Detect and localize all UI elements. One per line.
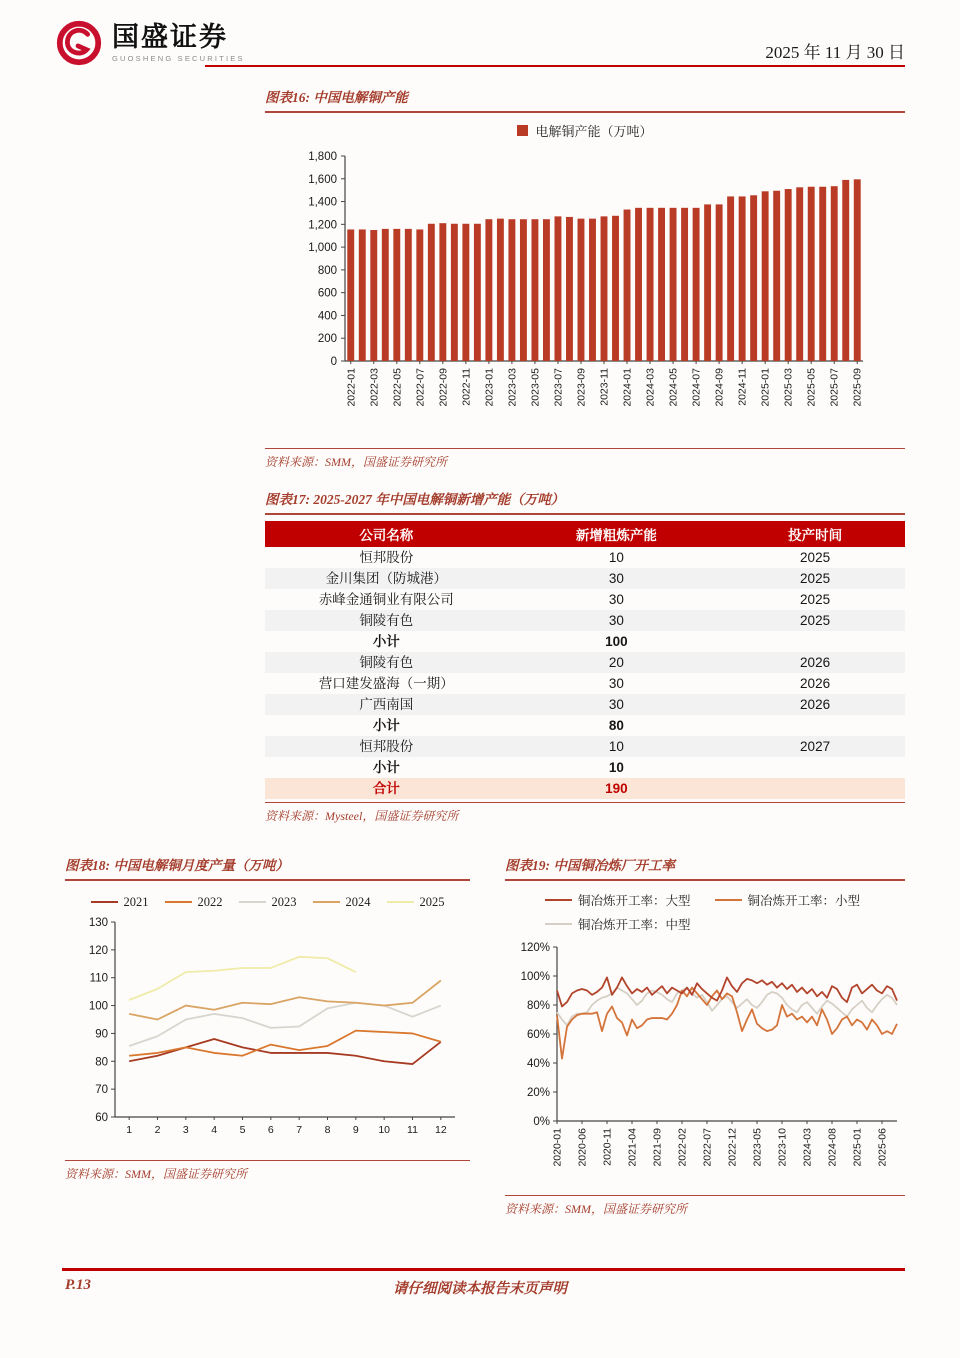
capacity-bar (589, 218, 596, 360)
footer-disclaimer: 请仔细阅读本报告末页声明 (393, 1281, 567, 1297)
table-row (265, 736, 905, 757)
table-cell (725, 757, 905, 778)
table-row (265, 757, 905, 778)
y-tick-label: 0% (533, 1115, 550, 1128)
legend-line-swatch (545, 923, 572, 925)
table-row (265, 694, 905, 715)
y-tick-label: 100% (520, 970, 550, 983)
y-tick-label: 400 (317, 309, 337, 322)
table-cell: 2026 (800, 696, 831, 712)
capacity-bar (451, 223, 458, 360)
capacity-bar (785, 189, 792, 361)
table-cell: 2025 (800, 591, 831, 607)
figure-18-title: 图表18: 中国电解铜月度产量（万吨） (65, 858, 289, 873)
table-row (265, 652, 905, 673)
legend-label: 2024 (345, 894, 371, 909)
table-cell: 30 (608, 612, 624, 628)
line-series-2021 (129, 1039, 441, 1064)
capacity-bar (693, 207, 700, 360)
capacity-bar (555, 216, 562, 361)
table-row (265, 547, 905, 568)
capacity-bar (612, 215, 619, 360)
x-tick-label: 2024-03 (644, 367, 657, 407)
table-cell: 赤峰金通铜业有限公司 (318, 591, 454, 607)
figure-18-legend (65, 895, 470, 910)
capacity-bar (497, 218, 504, 360)
y-tick-label: 1,000 (308, 241, 337, 254)
x-tick-label: 2022-05 (391, 367, 404, 407)
table-cell: 10 (608, 759, 624, 775)
x-tick-label: 2023-11 (598, 367, 611, 406)
x-tick-label: 5 (239, 1123, 246, 1136)
legend-item (165, 895, 223, 910)
capacity-bar (762, 191, 769, 361)
figure-19 (505, 858, 905, 1217)
x-tick-label: 8 (324, 1123, 331, 1136)
table-cell: 恒邦股份 (359, 738, 414, 754)
figure-16-title: 图表16: 中国电解铜产能 (265, 90, 408, 105)
line-series-铜冶炼开工率：大型 (557, 977, 897, 1006)
table-cell (725, 778, 905, 799)
table-cell: 80 (608, 717, 624, 733)
legend-item (545, 915, 691, 933)
table-cell: 铜陵有色 (359, 654, 414, 670)
y-tick-label: 120% (520, 941, 550, 954)
x-tick-label: 2024-08 (826, 1127, 839, 1167)
table-row (265, 568, 905, 589)
table-cell: 30 (608, 570, 624, 586)
x-tick-label: 2024-03 (801, 1127, 814, 1167)
capacity-bar (566, 216, 573, 360)
capacity-bar (808, 186, 815, 360)
y-tick-label: 800 (317, 264, 337, 277)
capacity-bar (854, 179, 861, 361)
x-tick-label: 2023-10 (776, 1127, 789, 1167)
figure-18-title-rule (65, 879, 470, 881)
x-tick-label: 2022-01 (345, 367, 358, 407)
table-header-cell: 投产时间 (725, 521, 905, 547)
y-tick-label: 600 (317, 287, 337, 300)
capacity-bar (405, 228, 412, 360)
x-tick-label: 2022-12 (726, 1127, 739, 1167)
legend-label: 2025 (419, 894, 445, 909)
x-tick-label: 2025-07 (828, 367, 841, 407)
figure-17 (265, 492, 905, 824)
capacity-bar (819, 186, 826, 360)
figure-16-title-rule (265, 111, 905, 113)
table-cell: 2025 (800, 549, 831, 565)
figure-19-legend (545, 891, 905, 933)
figure-16 (265, 90, 905, 470)
figure-18 (65, 858, 470, 1182)
legend-item (239, 895, 297, 910)
table-cell: 30 (608, 675, 624, 691)
x-tick-label: 2022-07 (414, 367, 427, 407)
capacity-bar (773, 190, 780, 360)
x-tick-label: 2025-06 (876, 1127, 889, 1167)
y-tick-label: 1,600 (308, 173, 337, 186)
capacity-bar (578, 218, 585, 360)
legend-label: 铜冶炼开工率：中型 (578, 917, 691, 932)
line-series-2022 (129, 1030, 441, 1055)
legend-label: 2023 (271, 894, 297, 909)
line-series-2025 (129, 956, 356, 999)
figure-19-title-rule (505, 879, 905, 881)
capacity-bar (831, 186, 838, 361)
table-cell: 190 (605, 780, 628, 796)
brand-text (112, 21, 245, 63)
y-tick-label: 110 (89, 972, 108, 985)
capacity-bar (439, 223, 446, 361)
capacity-bar (462, 223, 469, 360)
table-cell: 100 (605, 633, 628, 649)
capacity-bar (796, 187, 803, 361)
legend-line-swatch (545, 899, 572, 901)
line-series-铜冶炼开工率：小型 (557, 987, 897, 1058)
legend-line-swatch (387, 901, 414, 903)
x-tick-label: 2025-03 (782, 367, 795, 407)
y-tick-label: 80% (526, 999, 550, 1012)
legend-line-swatch (715, 899, 742, 901)
capacity-bar (428, 223, 435, 360)
header-divider (205, 65, 905, 67)
legend-line-swatch (239, 901, 266, 903)
table-cell: 2025 (800, 612, 831, 628)
figure-18-source: 资料来源：SMM，国盛证券研究所 (65, 1167, 247, 1181)
capacity-bar (739, 196, 746, 361)
table-cell: 金川集团（防城港） (325, 570, 448, 586)
y-tick-label: 1,200 (308, 218, 337, 231)
x-tick-label: 2022-09 (437, 367, 450, 407)
x-tick-label: 10 (378, 1123, 391, 1136)
line-series-2023 (129, 1002, 441, 1045)
capacity-bar (543, 219, 550, 361)
x-tick-label: 4 (211, 1123, 218, 1136)
x-tick-label: 2025-05 (805, 367, 818, 407)
capacity-bar (681, 207, 688, 360)
x-tick-label: 2020-06 (576, 1127, 589, 1167)
legend-label: 铜冶炼开工率：大型 (578, 893, 691, 908)
y-tick-label: 90 (95, 1027, 108, 1040)
legend-item (387, 895, 445, 910)
capacity-bar (647, 207, 654, 360)
table-cell: 2026 (800, 654, 831, 670)
capacity-bar (359, 229, 366, 361)
table-body (265, 547, 905, 799)
x-tick-label: 2024-05 (667, 367, 680, 407)
x-tick-label: 7 (296, 1123, 303, 1136)
capacity-bar (750, 195, 757, 361)
y-tick-label: 80 (95, 1055, 108, 1068)
capacity-bar (670, 207, 677, 360)
x-tick-label: 2024-11 (736, 367, 749, 406)
x-tick-label: 2022-07 (701, 1127, 714, 1167)
table-cell: 2026 (800, 675, 831, 691)
y-tick-label: 40% (526, 1057, 550, 1070)
capacity-bar (520, 219, 527, 361)
x-tick-label: 2023-05 (751, 1127, 764, 1167)
x-tick-label: 6 (267, 1123, 274, 1136)
y-tick-label: 1,800 (308, 150, 337, 163)
y-tick-label: 0 (330, 355, 337, 368)
table-cell (725, 631, 905, 652)
x-tick-label: 2020-01 (551, 1127, 564, 1167)
legend-label: 2022 (197, 894, 223, 909)
legend-line-swatch (91, 901, 118, 903)
table-cell: 2027 (800, 738, 831, 754)
legend-item (313, 895, 371, 910)
legend-row (545, 915, 905, 933)
capacity-bar (635, 207, 642, 360)
operating-rate-chart (505, 939, 905, 1187)
capacity-bar (658, 207, 665, 360)
legend-line-swatch (313, 901, 340, 903)
x-tick-label: 2023-09 (575, 367, 588, 407)
legend-item (91, 895, 149, 910)
table-header-cell: 公司名称 (265, 521, 508, 547)
table-row (265, 610, 905, 631)
capacity-bar (370, 230, 377, 361)
x-tick-label: 9 (352, 1123, 359, 1136)
x-tick-label: 2020-11 (601, 1127, 614, 1166)
y-tick-label: 60 (95, 1111, 108, 1124)
x-tick-label: 2024-09 (713, 367, 726, 407)
legend-item (715, 891, 861, 909)
x-tick-label: 2025-01 (851, 1127, 864, 1167)
y-tick-label: 1,400 (308, 196, 337, 209)
capacity-bar (474, 223, 481, 360)
legend-label: 2021 (123, 894, 149, 909)
x-tick-label: 2023-03 (506, 367, 519, 407)
x-tick-label: 2025-09 (851, 367, 864, 407)
capacity-bar (601, 216, 608, 361)
table-cell: 营口建发盛海（一期） (318, 675, 454, 691)
x-tick-label: 3 (182, 1123, 189, 1136)
figure-17-title: 图表17: 2025-2027 年中国电解铜新增产能（万吨） (265, 492, 565, 507)
x-tick-label: 2022-11 (460, 367, 473, 406)
page-number: P.13 (65, 1277, 91, 1293)
table-row (265, 589, 905, 610)
figure-16-source: 资料来源：SMM，国盛证券研究所 (265, 455, 447, 469)
x-tick-label: 1 (126, 1123, 133, 1136)
table-cell: 恒邦股份 (359, 549, 414, 565)
x-tick-label: 2025-01 (759, 367, 772, 407)
y-tick-label: 70 (95, 1083, 108, 1096)
x-tick-label: 2022-03 (368, 367, 381, 407)
legend-label: 铜冶炼开工率：小型 (747, 893, 861, 908)
new-capacity-table (265, 521, 905, 799)
x-tick-label: 2 (154, 1123, 161, 1136)
y-tick-label: 120 (88, 944, 108, 957)
table-cell: 20 (608, 654, 624, 670)
capacity-bar-chart (265, 140, 905, 440)
legend-line-swatch (165, 901, 192, 903)
report-date: 2025 年 11 月 30 日 (765, 43, 905, 62)
table-cell: 广西南国 (359, 696, 414, 712)
legend-square-swatch (517, 125, 528, 136)
brand-logo (54, 18, 245, 68)
figure-16-legend (265, 121, 905, 140)
y-tick-label: 100 (88, 1000, 108, 1013)
table-row (265, 715, 905, 736)
y-tick-label: 60% (526, 1028, 550, 1041)
figure-19-source: 资料来源：SMM，国盛证券研究所 (505, 1202, 687, 1216)
x-tick-label: 2023-05 (529, 367, 542, 407)
capacity-bar (716, 204, 723, 361)
brand-logo-icon (54, 18, 104, 68)
y-tick-label: 200 (317, 332, 337, 345)
capacity-bar (624, 209, 631, 360)
capacity-bar (416, 229, 423, 361)
table-cell: 小计 (372, 717, 400, 733)
x-tick-label: 2021-04 (626, 1127, 639, 1167)
table-row (265, 631, 905, 652)
figure-17-source: 资料来源：Mysteel，国盛证券研究所 (265, 809, 459, 823)
x-tick-label: 2024-07 (690, 367, 703, 407)
brand-name-en: GUOSHENG SECURITIES (112, 53, 245, 63)
table-cell (725, 715, 905, 736)
table-cell: 合计 (372, 780, 400, 796)
x-tick-label: 2021-09 (651, 1127, 664, 1167)
table-row (265, 778, 905, 799)
capacity-bar (485, 219, 492, 361)
capacity-bar (393, 228, 400, 360)
table-cell: 小计 (372, 633, 400, 649)
x-tick-label: 2022-02 (676, 1127, 689, 1167)
table-cell: 10 (608, 549, 624, 565)
capacity-bar (842, 179, 849, 360)
table-header-cell: 新增粗炼产能 (508, 521, 726, 547)
line-series-2024 (129, 980, 441, 1019)
table-cell: 30 (608, 696, 624, 712)
legend-item (545, 891, 691, 909)
table-cell: 2025 (800, 570, 831, 586)
brand-name-cn: 国盛证券 (112, 21, 228, 52)
x-tick-label: 12 (434, 1123, 447, 1136)
y-tick-label: 130 (88, 916, 108, 929)
legend-label: 电解铜产能（万吨） (535, 123, 653, 139)
table-header (265, 521, 905, 547)
footer-divider (62, 1268, 905, 1271)
capacity-bar (727, 196, 734, 361)
capacity-bar (531, 219, 538, 361)
x-tick-label: 11 (407, 1123, 418, 1136)
y-tick-label: 20% (526, 1086, 550, 1099)
x-tick-label: 2023-07 (552, 367, 565, 407)
monthly-output-chart (65, 910, 470, 1152)
figure-17-title-rule (265, 513, 905, 515)
capacity-bar (704, 204, 711, 361)
capacity-bar (508, 219, 515, 361)
figure-19-title: 图表19: 中国铜冶炼厂开工率 (505, 858, 675, 873)
capacity-bar (347, 229, 354, 361)
table-cell: 30 (608, 591, 624, 607)
table-cell: 小计 (372, 759, 400, 775)
table-cell: 铜陵有色 (359, 612, 414, 628)
capacity-bar (382, 228, 389, 360)
table-cell: 10 (608, 738, 624, 754)
table-row (265, 673, 905, 694)
legend-row (545, 891, 905, 909)
x-tick-label: 2024-01 (621, 367, 634, 407)
x-tick-label: 2023-01 (483, 367, 496, 407)
